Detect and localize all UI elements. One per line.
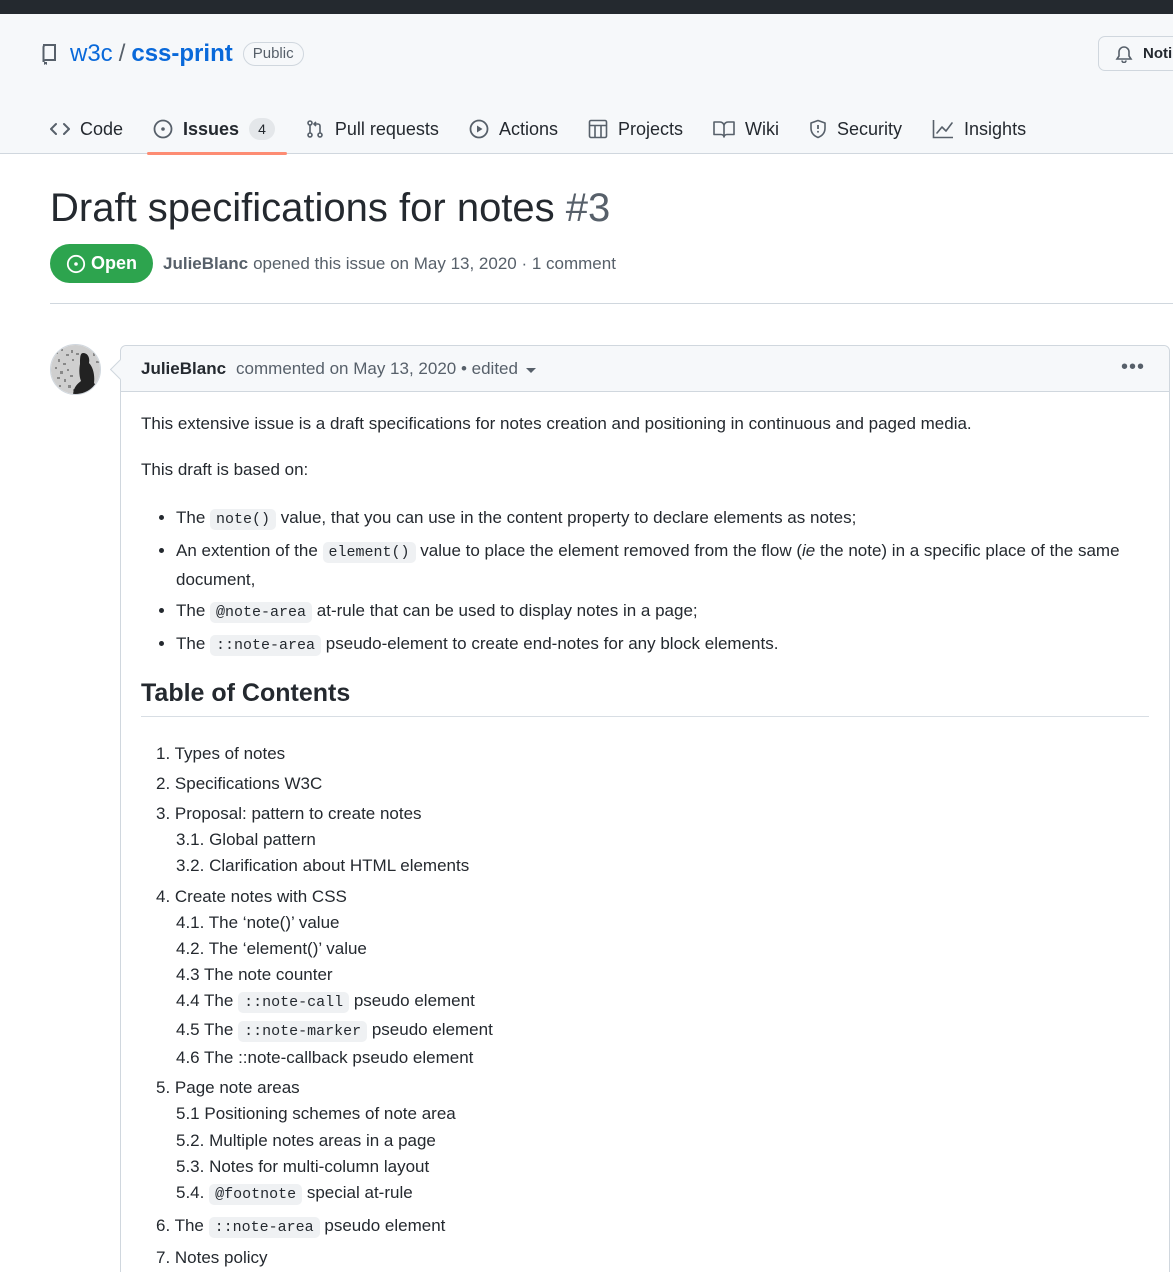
play-icon — [469, 119, 489, 139]
toc-group — [156, 884, 1056, 1072]
comment-box — [120, 345, 1170, 1272]
toc-text: pseudo element — [353, 991, 475, 1011]
repo-name-link[interactable]: css-print — [131, 40, 233, 67]
tab-label: Issues — [183, 118, 240, 139]
toc-link[interactable] — [156, 1017, 1056, 1045]
comment-paragraph: This draft is based on: — [141, 460, 309, 479]
list-item — [176, 597, 1146, 626]
comment-paragraph: This extensive issue is a draft specifications for notes creation and positioning in continuous and paged media. — [141, 414, 972, 433]
list-item-text: the note) in a specific place of the same document, — [176, 541, 1120, 589]
tab-label: Security — [837, 118, 903, 139]
tab-label: Pull requests — [334, 118, 439, 139]
list-item — [176, 537, 1146, 593]
bullet-list — [176, 504, 1146, 663]
toc-text: special at-rule — [306, 1183, 413, 1203]
repository-header — [0, 14, 1173, 154]
toc-link[interactable]: 4.2. The ‘element()’ value — [176, 938, 367, 958]
toc-link[interactable]: 5. Page note areas — [156, 1078, 300, 1098]
kebab-horizontal-icon[interactable]: ••• — [1120, 356, 1145, 378]
toc-link[interactable]: 3. Proposal: pattern to create notes — [156, 804, 422, 823]
toc-text: pseudo element — [371, 1019, 493, 1039]
toc-link[interactable]: 3.2. Clarification about HTML elements — [176, 856, 470, 876]
top-header-bar — [0, 0, 1173, 14]
toc-link[interactable] — [156, 1180, 1056, 1208]
inline-code: @footnote — [209, 1184, 302, 1205]
repo-icon — [40, 41, 62, 67]
book-icon — [713, 120, 735, 138]
tab-pull-requests[interactable] — [293, 104, 451, 154]
toc-text: 4.4 The — [176, 991, 234, 1011]
toc-link[interactable]: 4.1. The ‘note()’ value — [176, 912, 340, 932]
toc-link[interactable]: 7. Notes policy — [156, 1247, 268, 1267]
code-icon — [50, 121, 70, 137]
notifications-button[interactable] — [1098, 36, 1173, 71]
issue-opened-icon — [153, 119, 173, 139]
list-item-text: pseudo-element to create end-notes for any block elements. — [325, 634, 779, 653]
inline-code: note() — [210, 509, 276, 530]
caret-down-icon — [526, 368, 536, 373]
tab-label: Projects — [617, 118, 683, 139]
tab-label: Insights — [964, 118, 1027, 139]
list-item — [176, 630, 1146, 659]
repo-separator: / — [118, 40, 126, 67]
repo-nav-tabs — [38, 104, 1044, 154]
shield-icon — [809, 119, 827, 139]
list-item — [176, 504, 1146, 533]
toc-link[interactable]: 4. Create notes with CSS — [156, 886, 347, 906]
list-item-text: at-rule that can be used to display notes in a page; — [316, 601, 698, 620]
toc-link[interactable]: 5.3. Notes for multi-column layout — [176, 1156, 430, 1176]
comment-author-link[interactable]: JulieBlanc — [141, 358, 227, 378]
list-item-text: value to place the element removed from the flow ( — [420, 541, 803, 560]
graph-icon — [932, 119, 954, 139]
toc-link[interactable]: 3.1. Global pattern — [176, 830, 316, 849]
tab-code[interactable] — [38, 104, 135, 154]
list-item-text: value, that you can use in the content property to declare elements as notes; — [280, 508, 857, 527]
status-label: Open — [91, 253, 138, 273]
toc-group — [156, 801, 1056, 880]
bell-icon — [1115, 45, 1133, 63]
toc-link[interactable]: 4.6 The ::note-callback pseudo element — [176, 1048, 474, 1068]
tab-projects[interactable] — [576, 104, 695, 154]
toc-link[interactable]: 1. Types of notes — [156, 744, 286, 763]
inline-code: ::note-marker — [238, 1021, 367, 1042]
table-icon — [588, 119, 608, 139]
issue-author-link[interactable]: JulieBlanc — [163, 253, 249, 273]
emphasis-text: ie — [802, 541, 816, 560]
tab-actions[interactable] — [457, 104, 570, 154]
inline-code: element() — [323, 542, 416, 563]
list-item-text: The — [176, 508, 206, 527]
visibility-badge: Public — [243, 42, 304, 66]
tab-label: Actions — [498, 118, 558, 139]
toc-text: 4.5 The — [176, 1019, 234, 1039]
toc-link[interactable]: 2. Specifications W3C — [156, 774, 323, 793]
header-divider — [50, 303, 1173, 304]
issue-number: #3 — [565, 186, 611, 230]
inline-code: ::note-area — [209, 1217, 320, 1238]
table-of-contents — [156, 741, 1056, 1272]
toc-text: 5.4. — [176, 1183, 205, 1203]
tab-security[interactable] — [797, 104, 914, 154]
toc-link[interactable]: 5.1 Positioning schemes of note area — [176, 1104, 456, 1124]
toc-text: 6. The — [156, 1215, 204, 1235]
tab-issues[interactable] — [141, 104, 287, 154]
toc-link[interactable] — [156, 988, 1056, 1016]
status-badge — [50, 244, 153, 283]
inline-code: @note-area — [210, 602, 312, 623]
toc-link[interactable] — [156, 1213, 1056, 1241]
avatar[interactable] — [50, 344, 101, 395]
toc-group — [156, 1075, 1056, 1208]
toc-text: pseudo element — [324, 1215, 446, 1235]
tab-wiki[interactable] — [701, 104, 791, 154]
comment-meta: commented on May 13, 2020 • edited — [236, 358, 518, 378]
issue-meta: opened this issue on May 13, 2020 · 1 comment — [253, 253, 616, 273]
comment-meta-dropdown[interactable] — [236, 359, 536, 379]
toc-heading: Table of Contents — [141, 680, 1149, 717]
toc-link[interactable]: 4.3 The note counter — [176, 965, 333, 985]
list-item-text: An extention of the — [176, 541, 318, 560]
comment-header — [121, 346, 1169, 392]
list-item-text: The — [176, 634, 206, 653]
tab-label: Wiki — [745, 118, 779, 139]
notifications-label: Noti — [1143, 45, 1173, 62]
issue-title-text: Draft specifications for notes — [50, 186, 555, 230]
repo-owner-link[interactable]: w3c — [70, 40, 113, 67]
issue-opened-icon — [66, 254, 86, 274]
tab-insights[interactable] — [920, 104, 1038, 154]
git-pull-request-icon — [305, 119, 325, 139]
issue-status-row — [50, 244, 616, 283]
toc-link[interactable]: 5.2. Multiple notes areas in a page — [176, 1130, 436, 1150]
issue-title — [50, 186, 610, 231]
list-item-text: The — [176, 601, 206, 620]
inline-code: ::note-area — [210, 635, 321, 656]
issues-counter: 4 — [249, 118, 275, 140]
tab-label: Code — [80, 118, 124, 139]
inline-code: ::note-call — [238, 992, 349, 1013]
repo-breadcrumb — [40, 38, 304, 70]
